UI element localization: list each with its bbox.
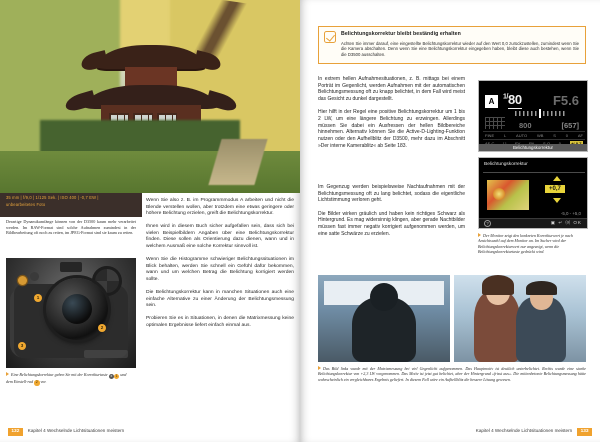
- screen-title: Belichtungskorrektur: [484, 162, 528, 167]
- setting-item: WB: [536, 133, 544, 138]
- caption-text-1: Eine Belichtungskorrektur geben Sie mit der Korrekturtaste: [11, 372, 109, 377]
- paragraph: Derartige Dynamikumfänge können von der D3500 kaum mehr verarbeitet werden. Im RAW-Format sind solche Aufnahmen zumindest in der Bildbearbeitung oft noch zu retten, im JPEG-Format sind sie kaum zu retten.: [6, 219, 136, 236]
- camera-info-display: [478, 80, 588, 152]
- badge-two: 2: [35, 380, 38, 385]
- right-column-a: [318, 76, 465, 156]
- aperture-readout: F5.6: [552, 93, 579, 108]
- subject-man: [516, 297, 566, 362]
- pagoda-upper-roof: [97, 45, 205, 69]
- help-icon: ?: [484, 220, 491, 227]
- navigation-icons: ▣ ↵ ⒪ OK: [550, 220, 582, 225]
- left-page-footer: [8, 428, 124, 436]
- caption-text-4: vor.: [39, 378, 47, 384]
- exif-line-2: unbearbeitetes Foto: [6, 202, 46, 207]
- shutter-value: 80: [508, 92, 522, 107]
- camera-photo-caption: [6, 372, 134, 386]
- paragraph: Ihnen wird in diesem Buch sicher aufgefallen sein, dass sich bei vielen Beispielbildern Angaben über eine Belichtungskorrektur finden. Diese sollen als Orientierung dazu dienen, wann und in welchem Ausmaß eine solche Korrektur sinnvoll ist.: [146, 224, 294, 250]
- right-column-b: [318, 184, 465, 244]
- caption-text-2: und dem Einstell-: [6, 372, 127, 384]
- compensation-range: -5,0 - +5,0: [560, 211, 581, 216]
- shutter-fraction: 1/: [503, 93, 509, 101]
- exposure-indicator-mark: [539, 109, 541, 118]
- exposure-mode-indicator: A: [485, 95, 498, 108]
- exposure-compensation-button: [18, 276, 27, 285]
- paragraph: Hier hilft in der Regel eine positive Belichtungskorrektur um 1 bis 2 LW, um eine längere Belichtung zu erzwingen. Allerdings müssen Sie dabei ein Ausfressen der hellen Bildbereiche hinnehmen. Alternativ können Sie die Active-D-Lighting-Funktion nutzen oder den Aufhellblitz der D3500, mehr dazu im Abschnitt »Der interne Kamerablitz« ab Seite 183.: [318, 109, 465, 149]
- iso-readout: 800: [519, 121, 532, 130]
- callout-badge-1: 1: [34, 294, 42, 302]
- caption-marker-icon: [478, 233, 481, 237]
- badge-one: 1: [115, 373, 118, 378]
- caption-marker-icon: [318, 366, 321, 370]
- setting-item: S: [553, 133, 556, 138]
- photo-exif-caption: [0, 193, 142, 217]
- lcd-bottom-label: Belichtungskorrektur: [479, 144, 587, 151]
- page-number: 132: [8, 428, 23, 436]
- preview-thumbnail: [487, 180, 529, 210]
- right-page-footer: [476, 428, 592, 436]
- shots-remaining-readout: [657]: [561, 121, 579, 130]
- focus-point-grid-icon: [485, 117, 505, 129]
- photos-caption-text: Das Bild links wurde mit der Matrixmessung bei viel Gegenlicht aufgenommen. Das Hauptmotiv ist deutlich unterbelichtet. Rechts wurde eine starke Belichtungskorrektur von +2,3 LW vorgenommen. Das Motiv ist jetzt gut belichtet, aber der Hintergrund »frisst aus«. Die mittenbetonte Belichtungsmessung hätte wahrscheinlich ein vergleichbares Ergebnis geliefert. In diesem Fall wäre ein Aufhellblitz die bessere Lösung gewesen.: [318, 366, 586, 382]
- setting-item: L: [503, 133, 507, 138]
- hero-photo-japanese-garden: [0, 0, 300, 193]
- paragraph: Im Gegenzug werden beispielsweise Nachtaufnahmen mit der Belichtungsmessung oft zu lang belichtet, sodass die eigentliche Lichtstimmung verloren geht.: [318, 184, 465, 204]
- footer-chapter-text: Kapitel 4 Wechselnde Lichtsituationen meistern: [27, 428, 125, 434]
- compensation-value: +0,7: [545, 185, 565, 193]
- right-page: [300, 0, 600, 442]
- middle-column-text: [146, 198, 294, 336]
- callout-badge-3: 3: [18, 342, 26, 350]
- footer-chapter-text: Kapitel 4 Wechselnde Lichtsituationen meistern: [475, 428, 573, 434]
- shutter-speed-readout: [503, 92, 522, 109]
- callout-badge-2: 2: [98, 324, 106, 332]
- camera-label-plate: [84, 350, 128, 358]
- chevron-up-icon: [553, 176, 561, 181]
- exposure-scale: [515, 111, 567, 116]
- note-box: [318, 26, 586, 64]
- checkbox-check-icon: [324, 31, 336, 43]
- camera-photo-d3500: [6, 258, 136, 368]
- badge-plusminus: ±: [110, 373, 113, 378]
- comparison-photos-caption: [318, 366, 586, 382]
- hotshoe: [60, 262, 82, 272]
- caption-marker-icon: [6, 372, 9, 376]
- setting-item: 0: [565, 133, 568, 138]
- paragraph: Die Belichtungskorrektur kann in manchen Situationen auch eine einfache Alternative zu einer Änderung der Belichtungsmessung sein.: [146, 290, 294, 309]
- setting-item: AF: [577, 133, 583, 138]
- paragraph: Probieren Sie es in Situationen, in denen die Matrixmessung keine optimalen Ergebnisse liefert einfach einmal aus.: [146, 316, 294, 328]
- paragraph: Die Bilder wirken gräulich und haben kein richtiges Schwarz als Hintergrund. Es mag widersinnig klingen, aber gerade Nachtbilder müssen fast immer negativ korrigiert aufgenommen werden, um eine satte Schwärze zu erzielen.: [318, 210, 465, 237]
- divider: [483, 172, 585, 173]
- note-title: Belichtungskorrektur bleibt beständig erhalten: [341, 31, 461, 37]
- lcd-caption-text: Der Monitor zeigt den konkreten Korrekturwert je nach Ansichtswahl auf dem Monitor an. Im Sucher wird der Belichtungskorrekturwert nur angezeigt, wenn die Belichtungskorrekturtaste gedrückt wird.: [478, 233, 573, 255]
- settings-row-1: [483, 131, 585, 139]
- camera-exposure-compensation-screen: [478, 157, 588, 229]
- setting-item: FINE: [485, 133, 495, 138]
- photo-underexposed: [318, 275, 450, 362]
- caption-text-3: rad: [27, 378, 35, 384]
- exif-line-1: 35 mm | f/9,0 | 1/125 Sek. | ISO 400 | -0,7 EW |: [6, 195, 99, 200]
- chevron-down-icon: [553, 198, 561, 203]
- paragraph: Wenn Sie also z. B. im Programmmodus A arbeiten und nicht die Blende verstellen wollen, aber trotzdem eine etwas geringere oder höhere Belichtung erzielen, greift die Belichtungskorrektur.: [146, 198, 294, 217]
- left-column-text: [6, 219, 136, 241]
- subject-woman: [474, 291, 520, 362]
- note-body: Achten Sie immer darauf, eine eingestellte Belichtungskorrektur wieder auf den Wert 0,0 zurückzustellen, zumindest wenn Sie die Kamera abschalten. Denn wenn Sie eine Belichtungskorrektur eingegeben haben, bleibt diese auch bestehen, wenn Sie die D3500 ausschalten.: [341, 40, 579, 58]
- paragraph: In extrem hellen Aufnahmesituationen, z. B. mittags bei einem Porträt im Gegenlicht, werden Aufnahmen mit der automatischen Belichtungsmessung oft zu knapp belichtet, in dem Fall wird meist das Gesicht zu dunkel dargestellt.: [318, 76, 465, 103]
- photo-corrected: [454, 275, 586, 362]
- shutter-button: [30, 272, 39, 281]
- comparison-photos: [318, 275, 586, 362]
- lcd-caption: [478, 233, 588, 255]
- page-number: 133: [577, 428, 592, 436]
- setting-item: AUTO: [516, 133, 528, 138]
- silhouette-subject: [352, 297, 416, 362]
- paragraph: Wenn Sie die Histogramme schwieriger Belichtungssituationen im Blick behalten, werden Sie schnell ein Gefühl dafür bekommen, wann und um welchen Betrag die Belichtung korrigiert werden sollte.: [146, 257, 294, 282]
